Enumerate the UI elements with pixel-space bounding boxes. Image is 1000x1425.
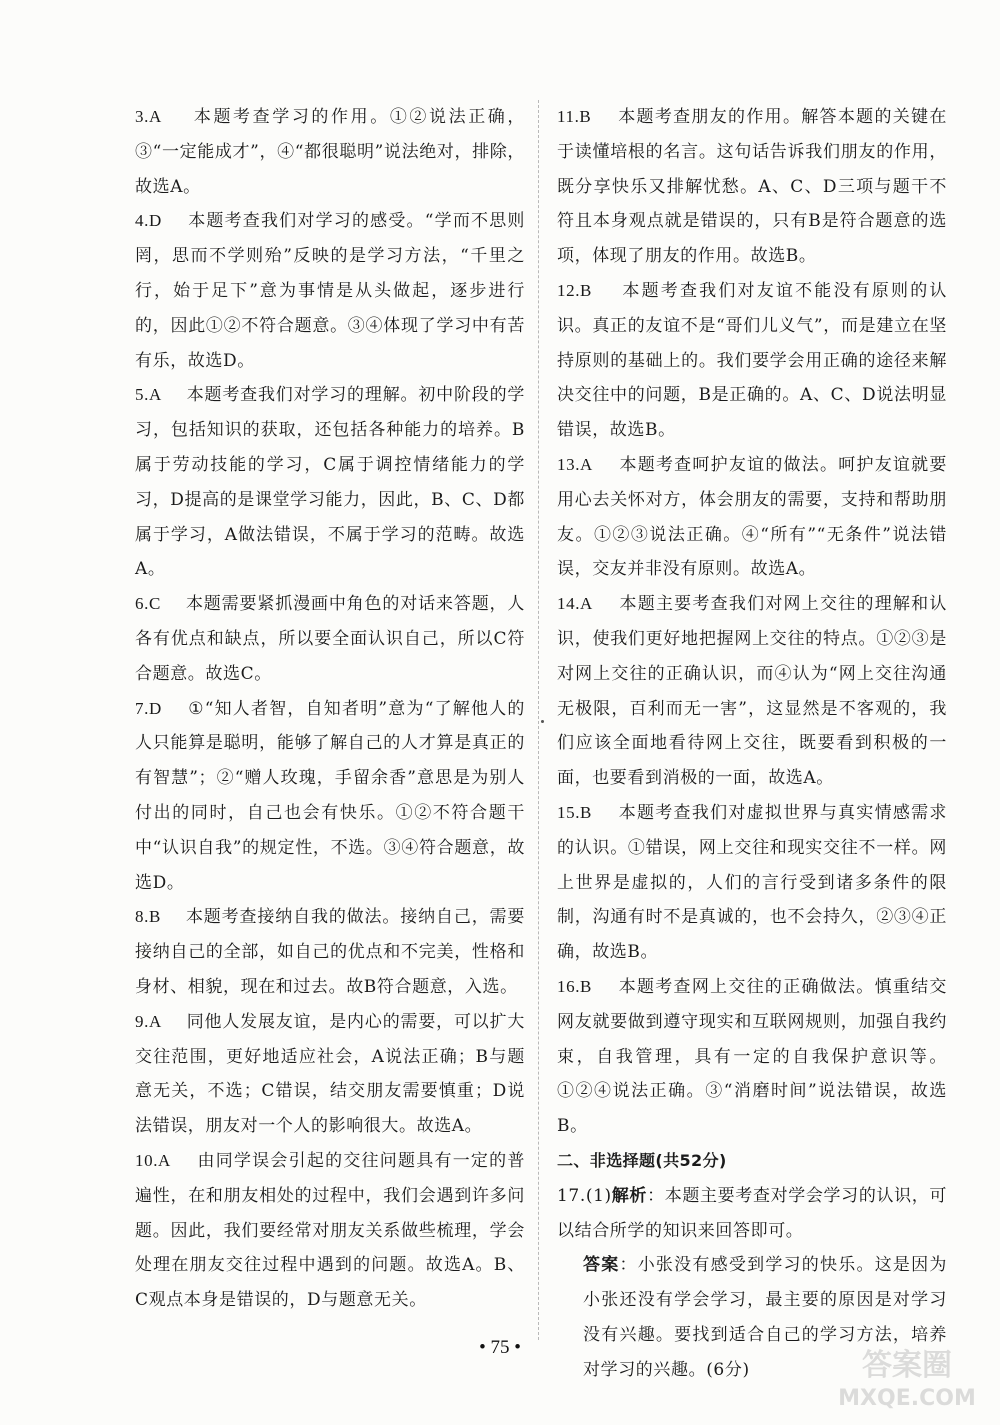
item-text: 本题需要紧抓漫画中角色的对话来答题，人各有优点和缺点，所以要全面认识自己，所以C符合题意。故选C。 <box>135 594 526 684</box>
answer-item-7 <box>135 692 525 901</box>
sub-part-number: (1) <box>585 1185 612 1206</box>
item-text: 本题考查我们对学习的理解。初中阶段的学习，包括知识的获取，还包括各种能力的培养。B属于劳动技能的学习，C属于调控情绪能力的学习，D提高的是课堂学习能力，因此，B、C、D都属于学习，A做法错误，不属于学习的范畴。故选A。 <box>135 385 526 580</box>
item-text: 本题主要考查我们对网上交往的理解和认识，使我们更好地把握网上交往的特点。①②③是对网上交往的正确认识，而④认为“网上交往沟通无极限，百利而无一害”，这显然是不客观的，我们应该全面地看待网上交往，既要看到积极的一面，也要看到消极的一面，故选A。 <box>557 594 947 789</box>
answer-item-10 <box>135 1144 525 1318</box>
watermark-logo <box>832 1341 982 1413</box>
item-text: 本题考查朋友的作用。解答本题的关键在于读懂培根的名言。这句话告诉我们朋友的作用，既分享快乐又排解忧愁。A、C、D三项与题干不符且本身观点就是错误的，只有B是符合题意的选项，体现了朋友的作用。故选B。 <box>557 107 947 267</box>
answer-item-12 <box>557 274 947 448</box>
watermark-text-top: 答案圈 <box>862 1348 952 1383</box>
item-text: 本题考查学习的作用。①②说法正确，③“一定能成才”，④“都很聪明”说法绝对，排除，故选A。 <box>135 107 526 197</box>
stray-dot <box>541 720 544 723</box>
analysis-label: 解析 <box>611 1185 648 1206</box>
left-column <box>135 100 525 1318</box>
answer-item-13 <box>557 448 947 587</box>
answer-item-3 <box>135 100 525 204</box>
item-number: 6.C <box>135 594 161 614</box>
answer-item-15 <box>557 796 947 970</box>
answer-item-4 <box>135 204 525 378</box>
answer-label: 答案 <box>583 1255 620 1276</box>
item-number: 12.B <box>557 280 592 300</box>
answer-item-14 <box>557 587 947 796</box>
item-text: 本题考查呵护友谊的做法。呵护友谊就要用心去关怀对方，体会朋友的需要，支持和帮助朋友。①②③说法正确。④“所有”“无条件”说法错误，交友并非没有原则。故选A。 <box>557 454 947 580</box>
item-number: 13.A <box>557 454 593 474</box>
item-text: 本题考查网上交往的正确做法。慎重结交网友就要做到遵守现实和互联网规则，加强自我约束，自我管理，具有一定的自我保护意识等。①②④说法正确。③“消磨时间”说法错误，故选B。 <box>557 976 947 1137</box>
answer-item-6 <box>135 587 525 691</box>
item-number: 9.A <box>135 1011 162 1031</box>
item-text: 本题考查我们对虚拟世界与真实情感需求的认识。①错误，网上交往和现实交往不一样。网上世界是虚拟的，人们的言行受到诸多条件的限制，沟通有时不是真诚的，也不会持久，②③④正确，故选B。 <box>557 802 947 963</box>
item-text: 本题考查我们对学习的感受。“学而不思则罔，思而不学则殆”反映的是学习方法，“千里之行，始于足下”意为事情是从头做起，逐步进行的，因此①②不符合题意。③④体现了学习中有苦有乐，故选D。 <box>135 211 525 371</box>
answer-text: ：小张没有感受到学习的快乐。这是因为小张还没有学会学习，最主要的原因是对学习没有兴趣。要找到适合自己的学习方法，培养对学习的兴趣。(6分) <box>583 1255 947 1380</box>
item-number: 10.A <box>135 1150 171 1170</box>
item-number: 15.B <box>557 802 592 822</box>
item-number: 4.D <box>135 211 162 231</box>
item-text: 本题考查接纳自我的做法。接纳自己，需要接纳自己的全部，如自己的优点和不完美，性格和身材、相貌，现在和过去。故B符合题意，入选。 <box>135 907 526 997</box>
answer-item-16 <box>557 970 947 1144</box>
item-number: 14.A <box>557 594 593 614</box>
item-number: 16.B <box>557 976 592 996</box>
item-number: 7.D <box>135 698 162 718</box>
item-number: 5.A <box>135 385 162 405</box>
analysis-text: ：本题主要考查对学会学习的认识，可以结合所学的知识来回答即可。 <box>557 1185 948 1241</box>
item-number: 3.A <box>135 107 162 126</box>
item-text: 由同学误会引起的交往问题具有一定的普遍性，在和朋友相处的过程中，我们会遇到许多问题。因此，我们要经常对朋友关系做些梳理，学会处理在朋友交往过程中遇到的问题。故选A。B、C观点本身是错误的，D与题意无关。 <box>135 1150 525 1311</box>
section-title-non-choice: 二、非选择题(共52分) <box>557 1150 727 1170</box>
answer-item-8 <box>135 900 525 1004</box>
item-text: 本题考查我们对友谊不能没有原则的认识。真正的友谊不是“哥们儿义气”，而是建立在坚持原则的基础上的。我们要学会用正确的途径来解决交往中的问题，B是正确的。A、C、D说法明显错误，故选B。 <box>557 280 947 441</box>
item-number: 17. <box>557 1185 586 1206</box>
item-text: 同他人发展友谊，是内心的需要，可以扩大交往范围，更好地适应社会，A说法正确；B与题意无关，不选；C错误，结交朋友需要慎重；D说法错误，朋友对一个人的影响很大。故选A。 <box>135 1011 526 1137</box>
answer-item-5 <box>135 378 525 587</box>
page-number: • 75 • <box>479 1337 521 1358</box>
item-number: 8.B <box>135 907 161 927</box>
column-divider <box>538 100 539 1340</box>
answer-item-11 <box>557 100 947 274</box>
right-column <box>557 100 947 1387</box>
answer-item-9 <box>135 1005 525 1144</box>
answer-item-17 <box>557 1179 947 1249</box>
item-text: ①“知人者智，自知者明”意为“了解他人的人只能算是聪明，能够了解自己的人才算是真正的有智慧”；②“赠人玫瑰，手留余香”意思是为别人付出的同时，自己也会有快乐。①②不符合题干中“认识自我”的规定性，不选。③④符合题意，故选D。 <box>135 698 526 893</box>
watermark-text-bottom: MXQE.COM <box>838 1386 976 1411</box>
item-number: 11.B <box>557 107 592 126</box>
